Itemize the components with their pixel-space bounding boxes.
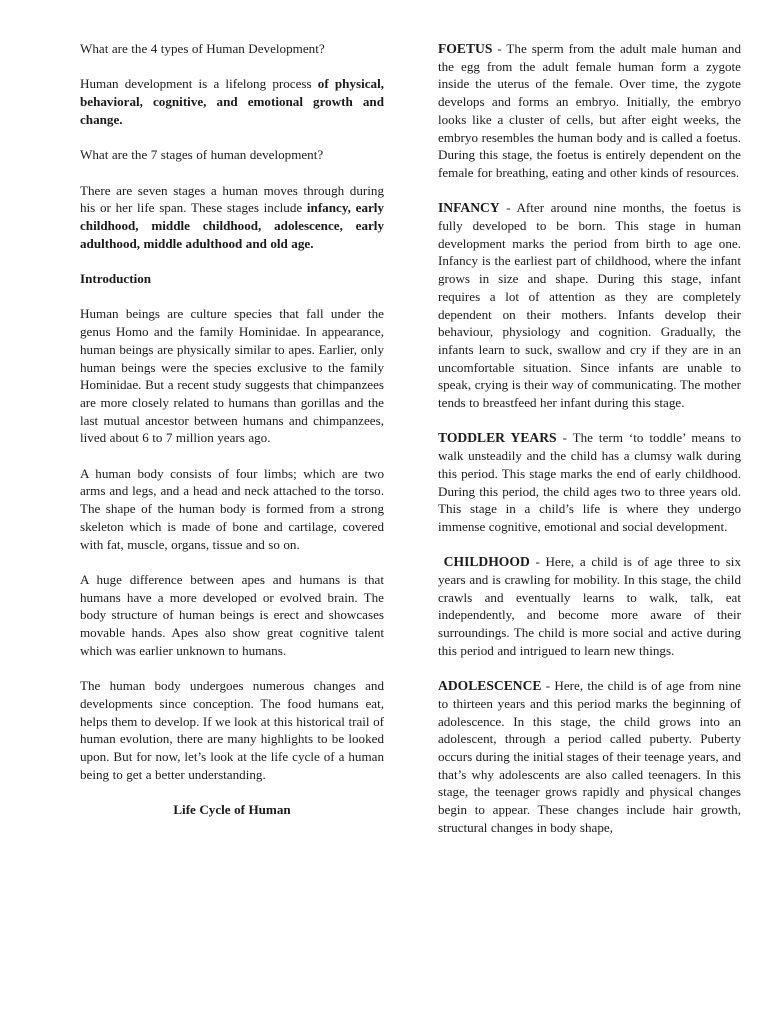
definition-text: Human development is a lifelong process	[80, 76, 312, 92]
intro-paragraph-2: A human body consists of four limbs; which are two arms and legs, and a head and neck attached to the torso. The shape of the human body is formed from a strong skeleton which is made of bone and cartilage, covered with fat, muscle, organs, tissue and so on.	[80, 465, 384, 552]
stages-bold: infancy, early childhood, middle childhood, adolescence, early adulthood, middle adulthood and old age.	[80, 200, 384, 251]
foetus-text: - The sperm from the adult male human and the egg from the adult female human form a zygote inside the uterus of the female. Over time, the zygote develops and forms an embryo. Initially, the embryo looks like a cluster of cells, but after eight weeks, the embryo resembles the human body and is called a foetus. During this stage, the foetus is entirely dependent on the female for breathing, eating and other kinds of resources.	[438, 41, 741, 180]
intro-paragraph-3: A huge difference between apes and humans is that humans have a more developed or evolved brain. The body structure of human beings is erect and showcases movable hands. Apes also show great cognitive talent which was earlier unknown to humans.	[80, 571, 384, 658]
childhood-heading: CHILDHOOD	[443, 554, 530, 570]
life-cycle-heading	[80, 801, 384, 819]
childhood-paragraph	[438, 553, 741, 659]
toddler-paragraph	[438, 429, 741, 535]
toddler-text: - The term ‘to toddle’ means to walk unsteadily and the child has a clumsy walk during this period. This stage marks the end of early childhood. During this period, the child ages two to three years old. This stage in a child’s life is where they undergo immense cognitive, emotional and social development.	[438, 430, 741, 534]
introduction-heading-text: Introduction	[80, 271, 152, 287]
infancy-text: - After around nine months, the foetus is fully developed to be born. This stage in human development marks the period from birth to age one. Infancy is the earliest part of childhood, where the infant grows in size and shape. During this stage, infant requires a lot of attention as they are completely dependent on their mothers. Infants develop their behaviour, physiology and cognition. Gradually, the infants learn to suck, swallow and cry if they are in an uncomfortable situation. Since infants are unable to speak, crying is their way of communicating. The mother tends to breastfeed her infant during this stage.	[438, 200, 741, 411]
stages-text: There are seven stages a human moves through during his or her life span. These stages include	[80, 182, 384, 216]
toddler-heading: TODDLER YEARS	[438, 430, 557, 446]
adolescence-heading: ADOLESCENCE	[438, 678, 542, 694]
stages-paragraph	[80, 182, 384, 253]
life-cycle-heading-text: Life Cycle of Human	[173, 802, 291, 818]
introduction-heading	[80, 270, 384, 288]
definition-bold: of physical, behavioral, cognitive, and emotional growth and change.	[80, 76, 384, 127]
right-column	[438, 40, 741, 854]
foetus-paragraph	[438, 40, 741, 182]
childhood-text: - Here, a child is of age three to six years and is crawling for mobility. In this stage, the child crawls and eventually learns to walk, talk, eat independently, and become more aware of their surroundings. The child is more social and active during this period and intrigued to learn new things.	[438, 554, 741, 658]
left-column	[80, 40, 384, 836]
intro-paragraph-4: The human body undergoes numerous changes and developments since conception. The food humans eat, helps them to develop. If we look at this historical trail of human evolution, there are many highlights to be looked upon. But for now, let’s look at the life cycle of a human being to get a better understanding.	[80, 678, 384, 782]
definition-paragraph	[80, 75, 384, 128]
question-four-types: What are the 4 types of Human Development?	[80, 41, 325, 56]
adolescence-paragraph	[438, 677, 741, 836]
infancy-paragraph	[438, 199, 741, 411]
question-seven-stages: What are the 7 stages of human development?	[80, 147, 324, 163]
infancy-heading: INFANCY	[438, 200, 500, 216]
intro-paragraph-1: Human beings are culture species that fall under the genus Homo and the family Hominidae. In appearance, human beings are physically similar to apes. Earlier, only human beings were the species exclusive to the family Hominidae. But a recent study suggests that chimpanzees are more closely related to humans than gorillas and the last mutual ancestor between humans and chimpanzees, lived about 6 to 7 million years ago.	[80, 306, 384, 446]
foetus-heading: FOETUS	[438, 41, 493, 56]
adolescence-text: - Here, the child is of age from nine to thirteen years and this period marks the beginning of adolescence. In this stage, the child grows into an adolescent, through a period called puberty. Puberty occurs during the initial stages of their teenage years, and that’s why adolescents are also called teenagers. In this stage, the teenager grows rapidly and physical changes begin to appear. These changes include hair growth, structural changes in body shape,	[438, 678, 741, 835]
